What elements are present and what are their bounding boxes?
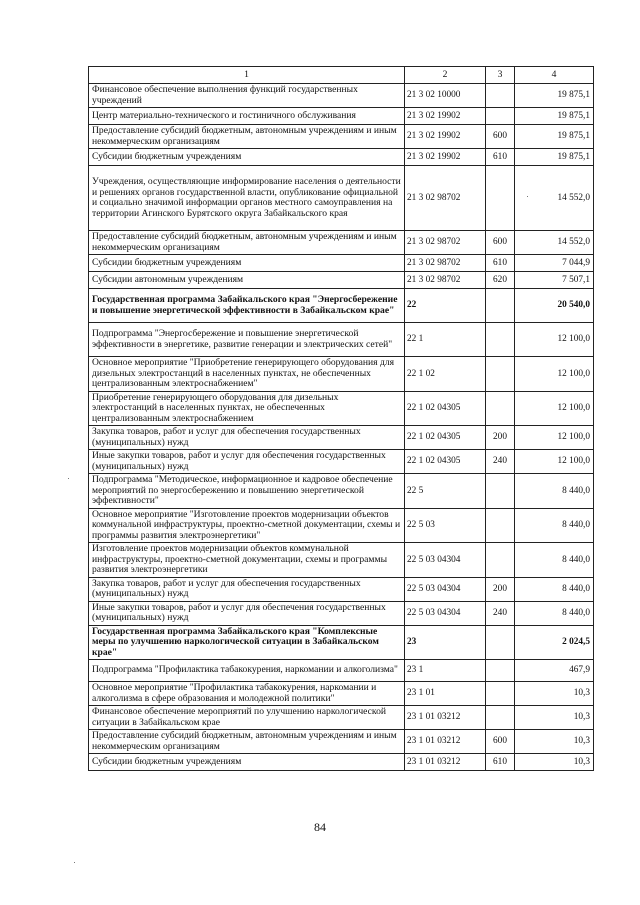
row-expense-type: 240 [486,450,515,474]
table-row [89,357,594,392]
table-row [89,272,594,289]
row-description: Подпрограмма "Профилактика табакокурения, наркомании и алкоголизма" [89,660,405,682]
row-code: 23 1 01 03212 [405,706,486,730]
row-code: 22 5 03 04304 [405,577,486,601]
row-amount: 12 100,0 [515,357,594,392]
row-amount: 19 875,1 [515,125,594,149]
table-row [89,426,594,450]
row-amount: 19 875,1 [515,149,594,166]
budget-table-body [89,67,594,771]
row-description: Иные закупки товаров, работ и услуг для обеспечения государственных (муниципальных) нужд [89,601,405,625]
row-amount: 8 440,0 [515,508,594,543]
row-code: 21 3 02 98702 [405,255,486,272]
row-amount: 19 875,1 [515,108,594,125]
row-description: Субсидии автономным учреждениям [89,272,405,289]
column-header-4: 4 [515,67,594,84]
row-amount: 10,3 [515,730,594,754]
row-amount: 12 100,0 [515,450,594,474]
row-amount: 20 540,0 [515,289,594,323]
table-header-row [89,67,594,84]
row-code: 22 [405,289,486,323]
table-row [89,730,594,754]
row-code: 21 3 02 10000 [405,84,486,108]
row-expense-type [486,706,515,730]
table-row [89,255,594,272]
row-expense-type [486,166,515,231]
row-amount: 14 552,0 [515,166,594,231]
row-description: Изготовление проектов модернизации объектов коммунальной инфраструктуры, проектно-сметной документации, схемы и программы развития электроэнергетики [89,543,405,578]
row-expense-type: 600 [486,730,515,754]
row-amount: 7 044,9 [515,255,594,272]
row-description: Закупка товаров, работ и услуг для обеспечения государственных (муниципальных) нужд [89,577,405,601]
row-code: 22 1 02 [405,357,486,392]
scan-speck [68,478,69,479]
page-number: 84 [314,820,326,834]
row-expense-type [486,543,515,578]
row-description: Государственная программа Забайкальского края "Энергосбережение и повышение энергетической эффективности в Забайкальском крае" [89,289,405,323]
row-code: 22 1 02 04305 [405,450,486,474]
row-code: 23 1 01 03212 [405,730,486,754]
row-amount: 10,3 [515,706,594,730]
scan-speck [74,862,75,863]
row-expense-type: 600 [486,125,515,149]
column-header-1: 1 [89,67,405,84]
row-description: Учреждения, осуществляющие информирование населения о деятельности и решениях органов государственной власти, опубликование официальной и социально значимой информации органов местного самоуправления на территории Агинского Бурятского округа Забайкальского края [89,166,405,231]
row-code: 22 5 [405,474,486,509]
row-description: Финансовое обеспечение мероприятий по улучшению наркологической ситуации в Забайкальском крае [89,706,405,730]
table-row [89,601,594,625]
table-row [89,543,594,578]
row-code: 21 3 02 98702 [405,166,486,231]
row-expense-type [486,108,515,125]
row-code: 23 [405,625,486,660]
row-amount: 12 100,0 [515,426,594,450]
row-expense-type [486,323,515,357]
table-row [89,577,594,601]
row-amount: 12 100,0 [515,391,594,426]
table-row [89,289,594,323]
row-code: 21 3 02 19902 [405,125,486,149]
row-code: 22 5 03 04304 [405,601,486,625]
table-row [89,660,594,682]
row-amount: 14 552,0 [515,231,594,255]
row-description: Финансовое обеспечение выполнения функций государственных учреждений [89,84,405,108]
row-code: 22 1 [405,323,486,357]
row-description: Субсидии бюджетным учреждениям [89,149,405,166]
row-amount: 19 875,1 [515,84,594,108]
row-description: Закупка товаров, работ и услуг для обеспечения государственных (муниципальных) нужд [89,426,405,450]
row-amount: 12 100,0 [515,323,594,357]
row-code: 23 1 01 [405,682,486,706]
row-expense-type: 620 [486,272,515,289]
row-expense-type: 610 [486,754,515,771]
row-expense-type: 240 [486,601,515,625]
row-description: Подпрограмма "Энергосбережение и повышение энергетической эффективности в энергетике, развитие генерации и электрических сетей" [89,323,405,357]
row-amount: 8 440,0 [515,601,594,625]
table-row [89,450,594,474]
row-description: Приобретение генерирующего оборудования для дизельных электростанций в населенных пунктах, не обеспеченных централизованным электроснабжением [89,391,405,426]
row-amount: 7 507,1 [515,272,594,289]
row-code: 21 3 02 98702 [405,272,486,289]
row-description: Предоставление субсидий бюджетным, автономным учреждениям и иным некоммерческим организациям [89,125,405,149]
row-code: 22 5 03 04304 [405,543,486,578]
row-description: Основное мероприятие "Приобретение генерирующего оборудования для дизельных электростанций в населенных пунктах, не обеспеченных централизованным электроснабжением" [89,357,405,392]
row-description: Основное мероприятие "Изготовление проектов модернизации объектов коммунальной инфраструктуры, проектно-сметной документации, схемы и программы развития электроэнергетики" [89,508,405,543]
row-description: Центр материально-технического и гостиничного обслуживания [89,108,405,125]
row-description: Предоставление субсидий бюджетным, автономным учреждениям и иным некоммерческим организациям [89,231,405,255]
table-row [89,682,594,706]
row-expense-type: 610 [486,255,515,272]
row-expense-type: 200 [486,577,515,601]
row-expense-type [486,508,515,543]
budget-table [88,66,594,771]
row-amount: 10,3 [515,754,594,771]
table-row [89,166,594,231]
row-code: 23 1 01 03212 [405,754,486,771]
row-expense-type [486,625,515,660]
row-description: Основное мероприятие "Профилактика табакокурения, наркомании и алкоголизма в сфере образования и молодежной политики" [89,682,405,706]
table-row [89,108,594,125]
table-row [89,625,594,660]
row-code: 21 3 02 19902 [405,149,486,166]
row-expense-type [486,84,515,108]
row-amount: 2 024,5 [515,625,594,660]
row-code: 22 5 03 [405,508,486,543]
row-code: 21 3 02 98702 [405,231,486,255]
row-description: Иные закупки товаров, работ и услуг для обеспечения государственных (муниципальных) нужд [89,450,405,474]
table-row [89,323,594,357]
row-amount: 8 440,0 [515,543,594,578]
row-expense-type [486,289,515,323]
row-description: Субсидии бюджетным учреждениям [89,255,405,272]
row-description: Подпрограмма "Методическое, информационное и кадровое обеспечение мероприятий по энергосбережению и повышению энергетической эффективности" [89,474,405,509]
table-row [89,231,594,255]
table-row [89,508,594,543]
scan-speck [527,196,528,197]
row-expense-type: 610 [486,149,515,166]
table-row [89,754,594,771]
row-expense-type [486,682,515,706]
row-amount: 467,9 [515,660,594,682]
row-code: 22 1 02 04305 [405,426,486,450]
row-description: Субсидии бюджетным учреждениям [89,754,405,771]
table-row [89,474,594,509]
table-row [89,706,594,730]
row-amount: 10,3 [515,682,594,706]
table-row [89,84,594,108]
row-description: Государственная программа Забайкальского края "Комплексные меры по улучшению наркологической ситуации в Забайкальском крае" [89,625,405,660]
table-row [89,391,594,426]
column-header-2: 2 [405,67,486,84]
row-expense-type: 600 [486,231,515,255]
column-header-3: 3 [486,67,515,84]
row-code: 22 1 02 04305 [405,391,486,426]
table-row [89,149,594,166]
row-expense-type [486,391,515,426]
row-code: 21 3 02 19902 [405,108,486,125]
row-code: 23 1 [405,660,486,682]
row-expense-type: 200 [486,426,515,450]
row-amount: 8 440,0 [515,474,594,509]
row-expense-type [486,474,515,509]
table-row [89,125,594,149]
row-expense-type [486,660,515,682]
row-expense-type [486,357,515,392]
row-amount: 8 440,0 [515,577,594,601]
row-description: Предоставление субсидий бюджетным, автономным учреждениям и иным некоммерческим организациям [89,730,405,754]
